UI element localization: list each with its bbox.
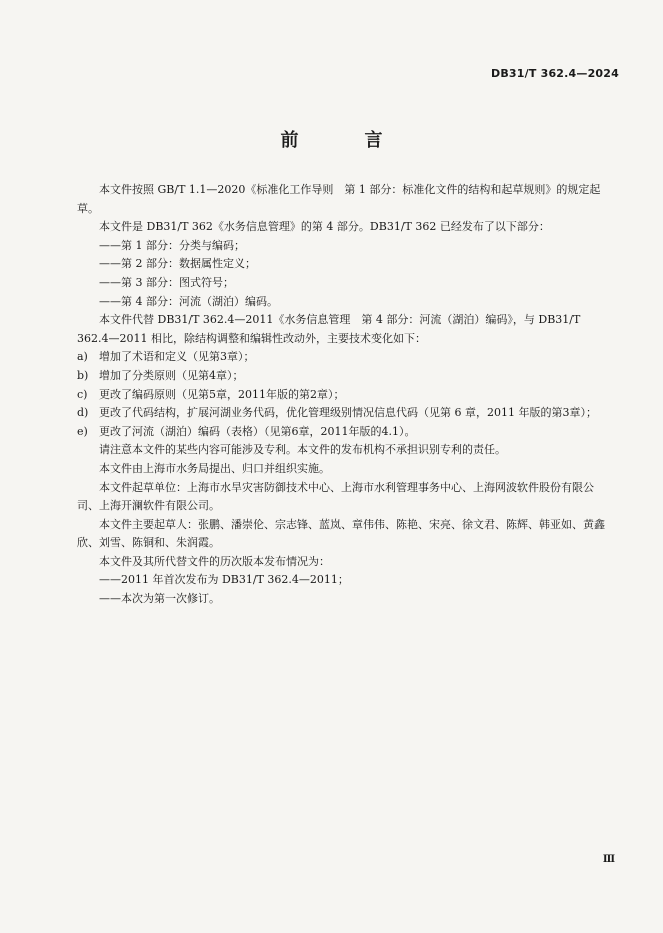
list-marker: e) xyxy=(77,424,88,438)
paragraph-drafting-units: 本文件起草单位：上海市水旱灾害防御技术中心、上海市水利管理事务中心、上海网波软件股份有限公司、上海开澜软件有限公司。 xyxy=(77,480,594,513)
paragraph-replacement: 本文件代替 DB31/T 362.4—2011《水务信息管理 第 4 部分：河流（湖泊）编码》，与 DB31/T 362.4—2011 相比，除结构调整和编辑性改动外，主要技术变化如下： xyxy=(77,313,581,345)
list-item-change xyxy=(77,367,605,386)
list-text: 增加了分类原则（见第4章）； xyxy=(99,368,244,382)
list-marker: b) xyxy=(77,368,89,382)
paragraph-series-info: 本文件是 DB31/T 362《水务信息管理》的第 4 部分。DB31/T 362 已经发布了以下部分： xyxy=(99,220,550,234)
list-marker: d) xyxy=(77,406,89,420)
list-text: 更改了编码原则（见第5章，2011年版的第2章）； xyxy=(99,387,345,401)
list-marker: c) xyxy=(77,387,88,401)
list-item-part: ——第 4 部分：河流（湖泊）编码。 xyxy=(99,294,278,308)
list-text: 更改了河流（湖泊）编码（表格）（见第6章，2011年版的4.1）。 xyxy=(99,424,416,438)
list-item-history: ——本次为第一次修订。 xyxy=(99,592,220,606)
list-item-part: ——第 2 部分：数据属性定义； xyxy=(99,257,256,271)
page-title: 前 言 xyxy=(280,130,407,151)
list-text: 更改了代码结构，扩展河湖业务代码，优化管理级别情况信息代码（见第 6 章，2011 年版的第3章）； xyxy=(99,406,597,420)
list-marker: a) xyxy=(77,350,88,364)
list-item-change xyxy=(77,386,605,405)
paragraph-drafters: 本文件主要起草人：张鹏、潘崇伦、宗志锋、蓝岚、章伟伟、陈艳、宋亮、徐文君、陈辉、韩亚如、黄鑫欣、刘雪、陈铜和、朱润霞。 xyxy=(77,517,605,550)
list-text: 增加了术语和定义（见第3章）； xyxy=(99,350,255,364)
paragraph-drafting-basis: 本文件按照 GB/T 1.1—2020《标准化工作导则 第 1 部分：标准化文件的结构和起草规则》的规定起草。 xyxy=(77,183,601,215)
paragraph-patent-notice: 请注意本文件的某些内容可能涉及专利。本文件的发布机构不承担识别专利的责任。 xyxy=(99,443,506,457)
document-code: DB31/T 362.4—2024 xyxy=(491,67,619,80)
paragraph-proposer: 本文件由上海市水务局提出、归口并组织实施。 xyxy=(99,461,330,475)
list-item-part: ——第 3 部分：图式符号； xyxy=(99,275,234,289)
list-item-history: ——2011 年首次发布为 DB31/T 362.4—2011； xyxy=(99,573,349,587)
list-item-change xyxy=(77,348,605,367)
paragraph-history-intro: 本文件及其所代替文件的历次版本发布情况为： xyxy=(99,554,330,568)
page-number: Ⅲ xyxy=(602,854,615,865)
foreword-body xyxy=(77,181,605,609)
list-item-change xyxy=(77,423,605,442)
list-item-part: ——第 1 部分：分类与编码； xyxy=(99,238,245,252)
list-item-change xyxy=(77,404,605,423)
